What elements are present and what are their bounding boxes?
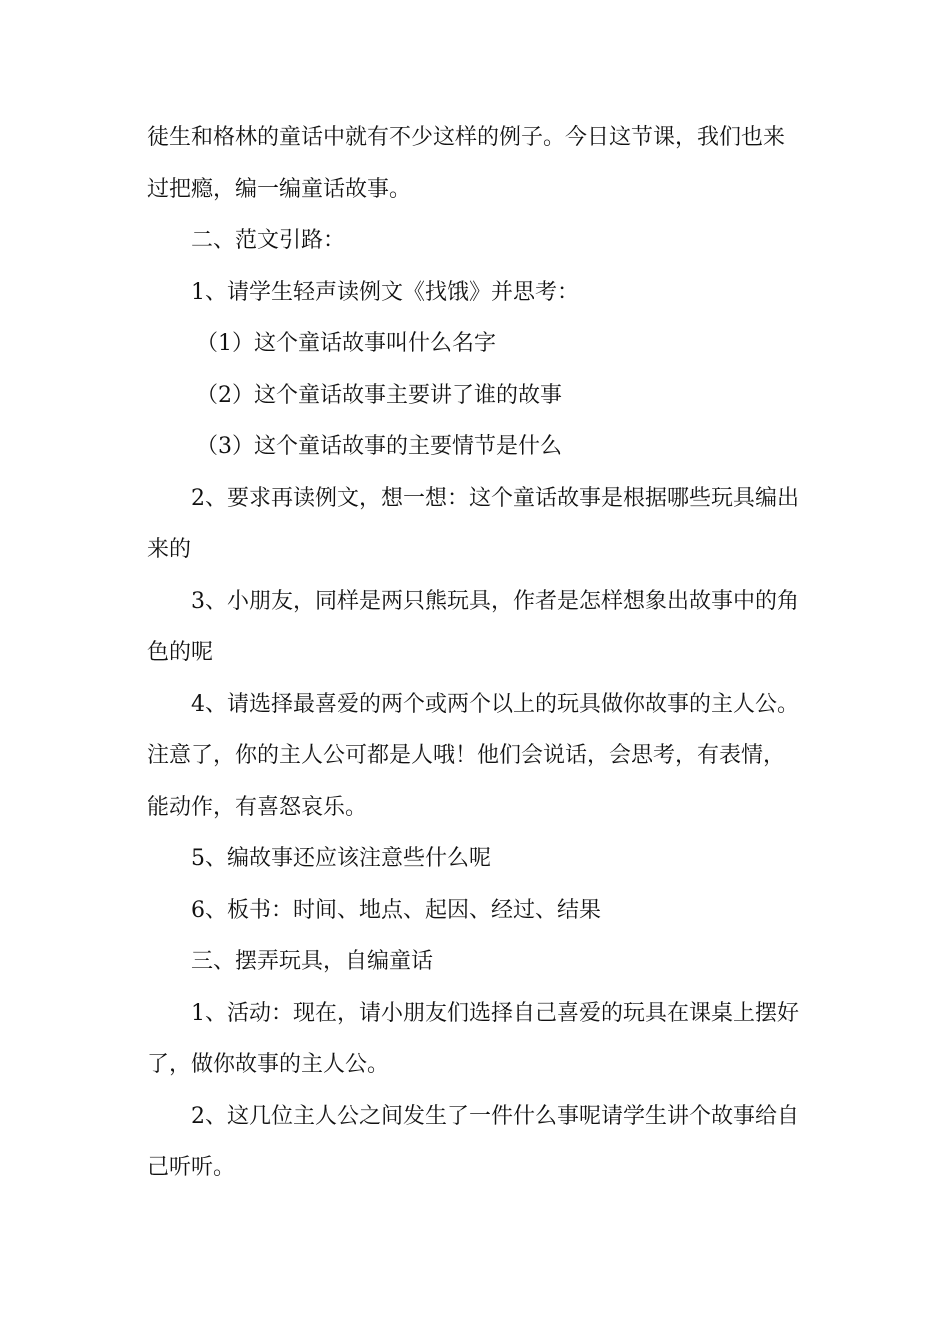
question-item: （3）这个童话故事的主要情节是什么	[196, 434, 562, 459]
text-line: 3、小朋友，同样是两只熊玩具，作者是怎样想象出故事中的角	[191, 588, 799, 614]
text-line: 1、活动：现在，请小朋友们选择自己喜爱的玩具在课桌上摆好	[191, 1000, 799, 1026]
text-line: 1、请学生轻声读例文《找饿》并思考：	[191, 279, 579, 305]
text-line: 2、要求再读例文，想一想：这个童话故事是根据哪些玩具编出	[191, 485, 799, 511]
text-line: 己听听。	[147, 1155, 236, 1180]
text-line: 注意了，你的主人公可都是人哦！他们会说话，会思考，有表情，	[147, 743, 786, 768]
document-body	[147, 112, 807, 1194]
section-heading: 二、范文引路：	[191, 228, 346, 253]
text-line: 徒生和格林的童话中就有不少这样的例子。今日这节课，我们也来	[147, 125, 786, 150]
question-item: （2）这个童话故事主要讲了谁的故事	[196, 382, 562, 408]
text-line: 2、这几位主人公之间发生了一件什么事呢请学生讲个故事给自	[191, 1103, 799, 1129]
text-line: 4、请选择最喜爱的两个或两个以上的玩具做你故事的主人公。	[191, 691, 799, 717]
text-line: 过把瘾，编一编童话故事。	[147, 176, 412, 202]
text-line: 色的呢	[147, 640, 214, 665]
question-item: （1）这个童话故事叫什么名字	[196, 331, 496, 356]
text-line: 来的	[147, 537, 192, 562]
section-heading: 三、摆弄玩具，自编童话	[191, 949, 434, 974]
text-line: 6、板书：时间、地点、起因、经过、结果	[191, 897, 601, 923]
text-line: 能动作，有喜怒哀乐。	[147, 794, 368, 820]
text-line: 5、编故事还应该注意些什么呢	[191, 846, 491, 871]
text-line: 了，做你故事的主人公。	[147, 1052, 390, 1077]
